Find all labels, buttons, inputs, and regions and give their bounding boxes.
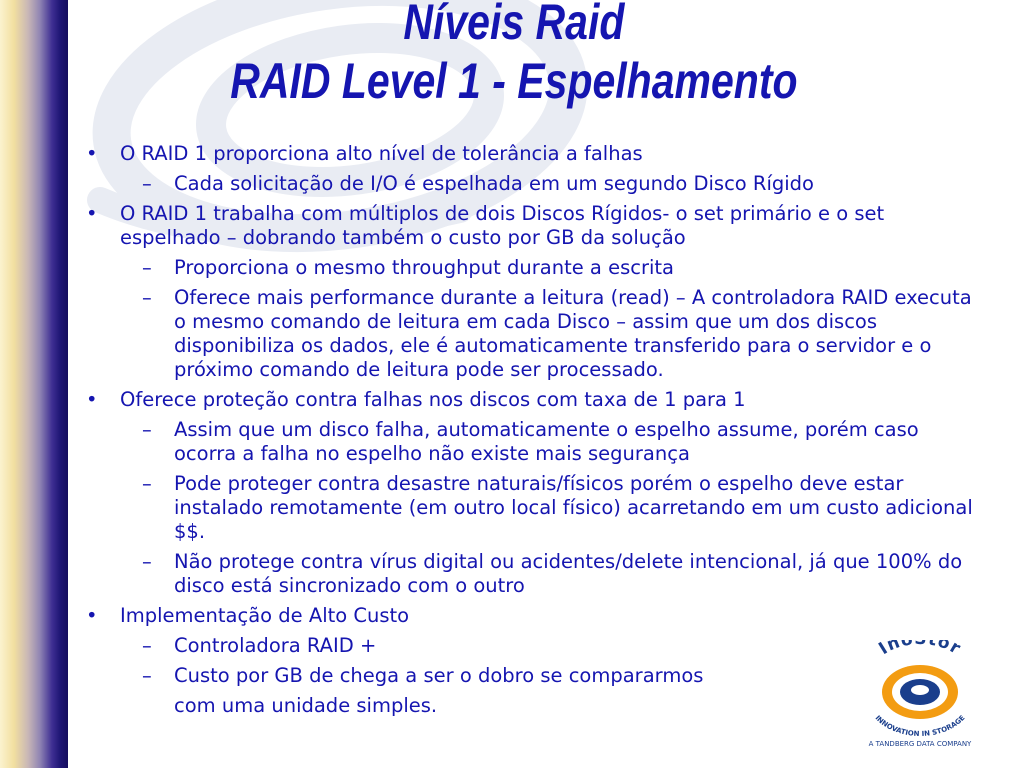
bullet-list [86,142,976,724]
title-line-1: Níveis Raid [403,0,625,50]
inostor-logo [855,640,985,750]
logo-name: Ino tor [875,640,965,660]
svg-text:InoStor [875,640,964,659]
bullet-marker: • [86,202,98,225]
bullet-marker: – [142,256,152,279]
title-line-2: RAID Level 1 - Espelhamento [230,53,798,109]
left-decorative-bar [0,0,68,768]
bullet-item [86,142,976,166]
bullet-text: Oferece proteção contra falhas nos discos com taxa de 1 para 1 [120,388,746,411]
logo-company: A TANDBERG DATA COMPANY [868,740,972,748]
bullet-item [86,418,976,466]
bullet-item [86,202,976,250]
bullet-text: Pode proteger contra desastre naturais/físicos porém o espelho deve estar instalado remotamente (em outro local físico) acarretando em um custo adicional $$. [174,472,973,543]
bullet-text: O RAID 1 proporciona alto nível de tolerância a falhas [120,142,643,165]
bullet-item [86,664,976,688]
bullet-marker: – [142,472,152,495]
bullet-item [86,472,976,544]
slide-title [104,0,924,112]
bullet-item [86,172,976,196]
bullet-marker: – [142,664,152,687]
logo-tagline: INNOVATION IN STORAGE [873,713,967,739]
bullet-text: Implementação de Alto Custo [120,604,410,627]
bullet-item [86,634,976,658]
bullet-marker: – [142,418,152,441]
bullet-text: Custo por GB de chega a ser o dobro se compararmos [174,664,704,687]
bullet-text: Assim que um disco falha, automaticamente o espelho assume, porém caso ocorra a falha no espelho não existe mais segurança [174,418,919,465]
bullet-text: Proporciona o mesmo throughput durante a escrita [174,256,674,279]
inostor-logo-icon [855,640,985,750]
bullet-text: Oferece mais performance durante a leitura (read) – A controladora RAID executa o mesmo comando de leitura em cada Disco – assim que um dos discos disponibiliza os dados, ele é automaticamente transferido para o servidor e o próximo comando de leitura pode ser processado. [174,286,972,381]
bullet-text: O RAID 1 trabalha com múltiplos de dois Discos Rígidos- o set primário e o set espelhado – dobrando também o custo por GB da solução [120,202,885,249]
bullet-marker: – [142,634,152,657]
bullet-item [86,550,976,598]
bullet-marker: – [142,172,152,195]
bullet-marker: • [86,142,98,165]
bullet-marker: – [142,286,152,309]
bullet-marker: – [142,550,152,573]
bullet-item [86,388,976,412]
bullet-item [86,256,976,280]
bullet-marker: • [86,604,98,627]
bullet-item [86,694,976,718]
bullet-text: Controladora RAID + [174,634,377,657]
bullet-item [86,604,976,628]
bullet-text: Não protege contra vírus digital ou acidentes/delete intencional, já que 100% do disco está sincronizado com o outro [174,550,963,597]
bullet-marker: • [86,388,98,411]
bullet-text: com uma unidade simples. [174,694,438,717]
bullet-item [86,286,976,382]
bullet-text: Cada solicitação de I/O é espelhada em um segundo Disco Rígido [174,172,814,195]
